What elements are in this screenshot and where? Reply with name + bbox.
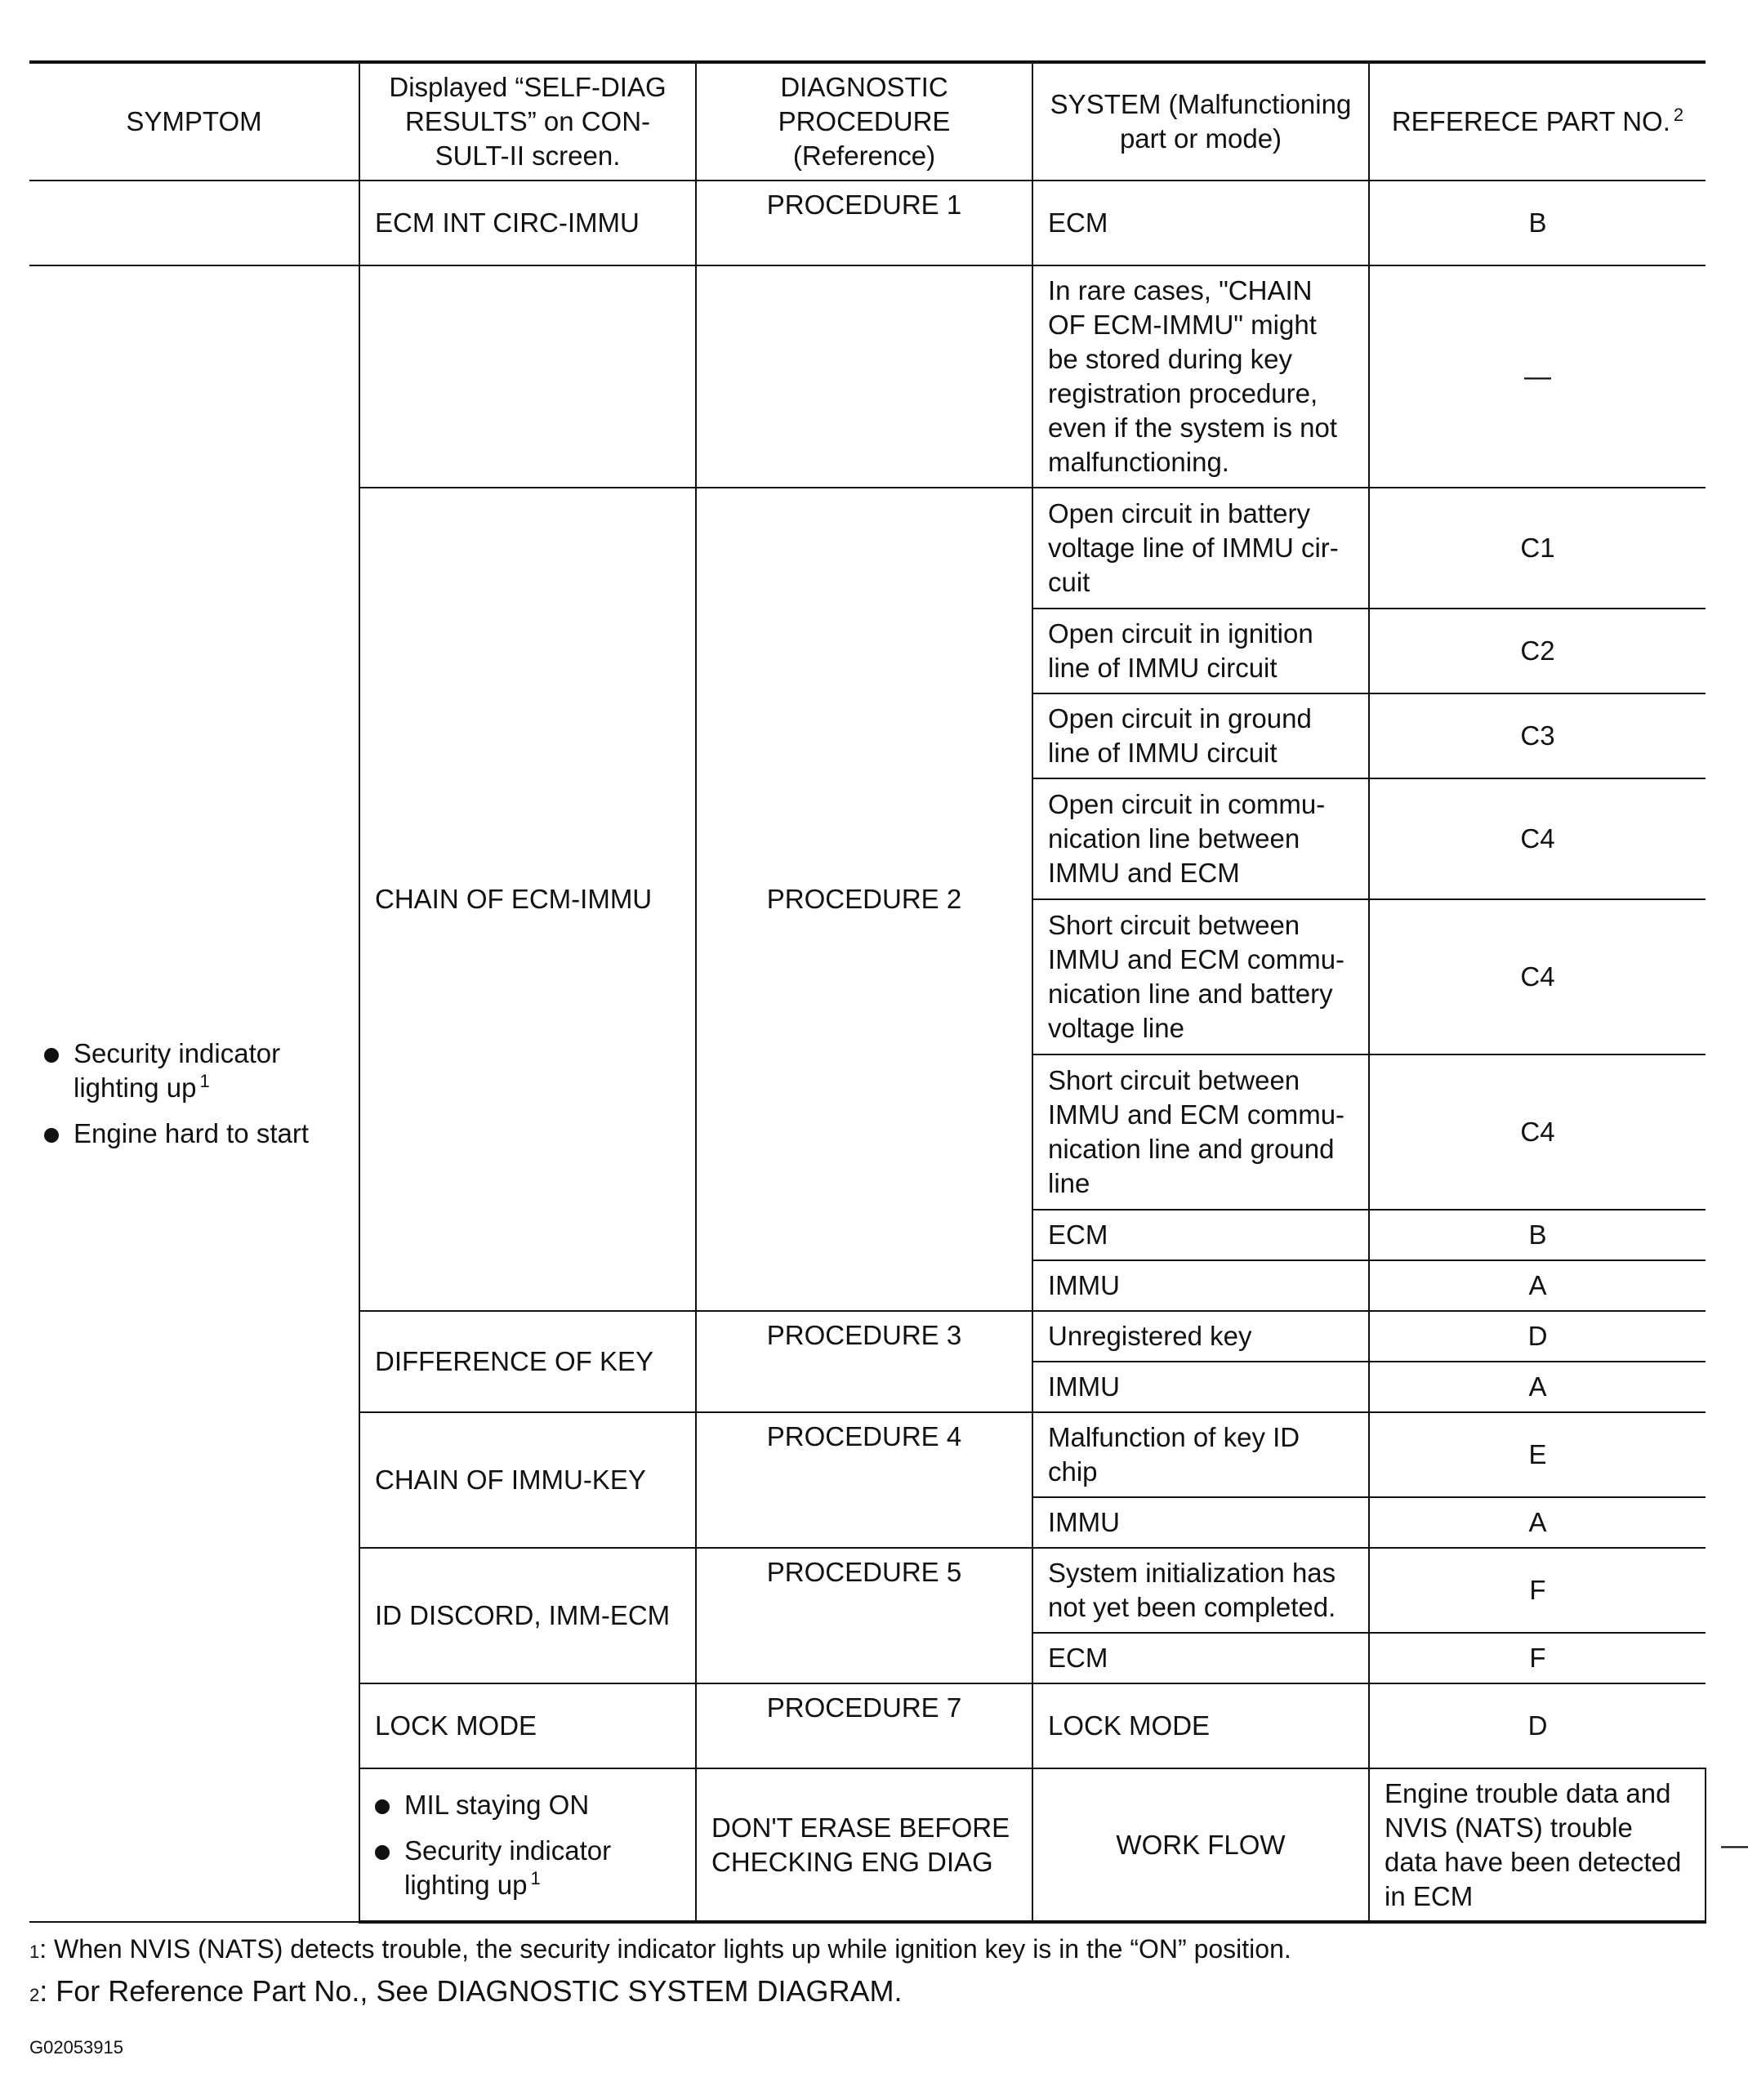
self-diag-result: CHAIN OF IMMU-KEY	[359, 1412, 696, 1548]
procedure-cell: PROCEDURE 2	[696, 488, 1032, 1311]
system-cell: ECM	[1032, 181, 1369, 265]
self-diag-result: ID DISCORD, IMM-ECM	[359, 1548, 696, 1683]
ref-part-cell: C3	[1369, 693, 1706, 778]
footnote-number: 2	[29, 1985, 40, 2005]
ref-part-cell: A	[1369, 1260, 1706, 1311]
ref-part-cell: E	[1369, 1412, 1706, 1497]
ref-part-cell: —	[1369, 265, 1706, 488]
diagnostic-table	[29, 60, 1748, 1924]
list-item	[375, 1834, 680, 1902]
figure-code: G02053915	[29, 2037, 123, 2058]
footnote-2	[29, 1972, 1291, 2015]
self-diag-result: ECM INT CIRC-IMMU	[359, 181, 696, 265]
diagnostic-table-section	[29, 60, 1748, 1924]
system-cell: ECM	[1032, 1633, 1369, 1683]
system-cell: IMMU	[1032, 1260, 1369, 1311]
self-diag-result: CHAIN OF ECM-IMMU	[359, 488, 696, 1311]
ref-part-cell: B	[1369, 181, 1706, 265]
table-row	[29, 265, 1706, 488]
system-cell: Short circuit between IMMU and ECM commu-nication line and ground line	[1032, 1054, 1369, 1210]
header-symptom: SYMPTOM	[29, 62, 359, 181]
symptom-empty-cell	[29, 181, 359, 265]
footnote-number: 1	[29, 1942, 40, 1962]
ref-part-cell: F	[1369, 1548, 1706, 1633]
system-cell: Open circuit in ground line of IMMU circuit	[1032, 693, 1369, 778]
symptom-group-1	[29, 265, 359, 1922]
footnotes	[29, 1929, 1291, 2015]
bullet-icon	[44, 1048, 59, 1063]
system-cell: Engine trouble data and NVIS (NATS) trouble data have been detected in ECM	[1369, 1768, 1706, 1922]
ref-part-cell: C1	[1369, 488, 1706, 609]
ref-part-cell: C4	[1369, 778, 1706, 899]
list-item	[44, 1037, 344, 1105]
ref-part-cell: D	[1369, 1311, 1706, 1362]
system-cell: Short circuit between IMMU and ECM commu-nication line and battery voltage line	[1032, 899, 1369, 1054]
table-row	[29, 181, 1706, 265]
ref-part-cell: A	[1369, 1362, 1706, 1412]
system-cell: ECM	[1032, 1210, 1369, 1260]
system-cell: In rare cases, "CHAIN OF ECM-IMMU" might be stored during key registration procedure, even if the system is not malfunctioning.	[1032, 265, 1369, 488]
system-cell: IMMU	[1032, 1497, 1369, 1548]
header-row	[29, 62, 1706, 181]
symptom-text: Security indicator lighting up	[404, 1835, 612, 1900]
symptom-text: Engine hard to start	[74, 1118, 310, 1148]
ref-part-cell: F	[1369, 1633, 1706, 1683]
symptom-text: MIL staying ON	[404, 1789, 590, 1820]
ref-part-cell: C4	[1369, 1054, 1706, 1210]
system-cell: System initialization has not yet been completed.	[1032, 1548, 1369, 1633]
system-cell: Unregistered key	[1032, 1311, 1369, 1362]
footnote-ref: 1	[530, 1867, 541, 1888]
header-procedure: DIAGNOSTIC PROCEDURE (Reference)	[696, 62, 1032, 181]
ref-part-cell: C4	[1369, 899, 1706, 1054]
bullet-icon	[44, 1128, 59, 1143]
system-cell: Open circuit in commu-nication line between IMMU and ECM	[1032, 778, 1369, 899]
header-ref-part	[1369, 62, 1706, 181]
symptom-group-2	[359, 1768, 696, 1922]
header-ref-part-text: REFERECE PART NO.	[1391, 106, 1670, 136]
self-diag-result: LOCK MODE	[359, 1683, 696, 1768]
bullet-icon	[375, 1799, 390, 1814]
system-cell: Malfunction of key ID chip	[1032, 1412, 1369, 1497]
procedure-empty-cell	[696, 265, 1032, 488]
symptom-text: Security indicator lighting up	[74, 1038, 281, 1103]
list-item	[375, 1788, 680, 1822]
procedure-cell: WORK FLOW	[1032, 1768, 1369, 1922]
procedure-cell: PROCEDURE 3	[696, 1311, 1032, 1412]
system-cell: LOCK MODE	[1032, 1683, 1369, 1768]
ref-part-cell: B	[1369, 1210, 1706, 1260]
ref-part-cell: D	[1369, 1683, 1706, 1768]
procedure-cell: PROCEDURE 5	[696, 1548, 1032, 1683]
list-item	[44, 1117, 344, 1151]
system-cell: Open circuit in ignition line of IMMU circuit	[1032, 609, 1369, 693]
header-system: SYSTEM (Malfunctioning part or mode)	[1032, 62, 1369, 181]
procedure-cell: PROCEDURE 1	[696, 181, 1032, 265]
self-diag-result: DIFFERENCE OF KEY	[359, 1311, 696, 1412]
self-diag-result: DON'T ERASE BEFORE CHECKING ENG DIAG	[696, 1768, 1032, 1922]
system-cell: IMMU	[1032, 1362, 1369, 1412]
system-cell: Open circuit in battery voltage line of IMMU cir-cuit	[1032, 488, 1369, 609]
footnote-ref: 1	[199, 1071, 210, 1091]
header-ref-part-sup: 2	[1673, 105, 1684, 125]
self-diag-empty-cell	[359, 265, 696, 488]
footnote-text: : When NVIS (NATS) detects trouble, the security indicator lights up while ignition key is in the “ON” position.	[39, 1934, 1291, 1964]
bullet-icon	[375, 1845, 390, 1860]
ref-part-cell: C2	[1369, 609, 1706, 693]
footnote-text: : For Reference Part No., See DIAGNOSTIC SYSTEM DIAGRAM.	[39, 1974, 903, 2008]
procedure-cell: PROCEDURE 7	[696, 1683, 1032, 1768]
footnote-1	[29, 1929, 1291, 1972]
header-self-diag: Displayed “SELF-DIAG RESULTS” on CON-SULT-II screen.	[359, 62, 696, 181]
table-row: MIL staying ON Security indicator lighting up $^1$ DON'T ERASE BEFORE CHECKING ENG DIAG WORK FLOW Engine trouble data and NVIS (NATS) trouble data have been detected in ECM —	[29, 1768, 1706, 1922]
ref-part-cell: A	[1369, 1497, 1706, 1548]
procedure-cell: PROCEDURE 4	[696, 1412, 1032, 1548]
